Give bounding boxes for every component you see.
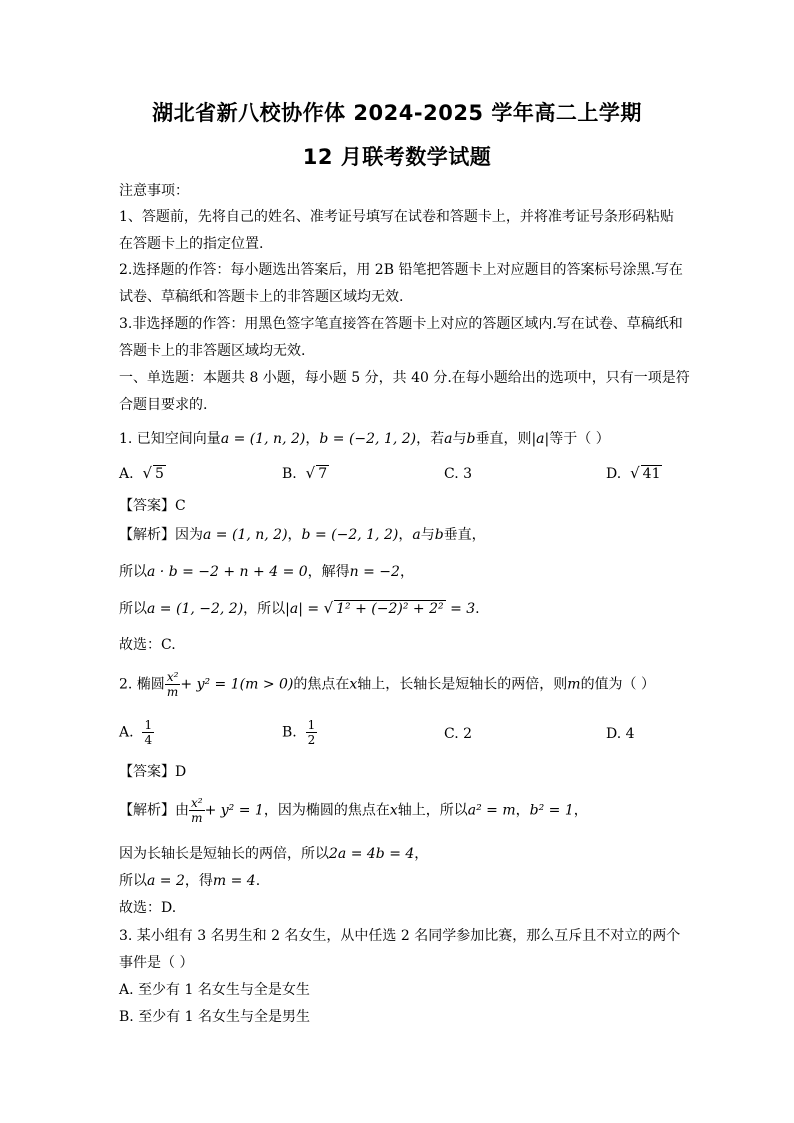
q1-option-a (119, 464, 166, 482)
q1-sol1-with: 与 (420, 527, 435, 543)
q2-sol3-mid: ，得 (184, 873, 213, 889)
q2-sol2-prefix: 因为长轴长是短轴长的两倍，所以 (119, 846, 329, 862)
q1-stem-post: 垂直，则 (475, 431, 532, 447)
q1-sol3-result: = 3 (445, 601, 476, 617)
question-3-stem-b: 事件是（ ） (119, 955, 194, 971)
question-2-stem (119, 670, 655, 699)
q2-answer: 【答案】D (119, 764, 187, 780)
q1-abs-a: |a| (531, 431, 550, 447)
q1-vector-a: a = (1, n, 2) (220, 431, 306, 447)
sqrt-symbol: √ (630, 464, 640, 482)
q2-solution-label: 【解析】 (119, 802, 175, 819)
q1-solution-line-1 (119, 524, 486, 544)
q1-sol1-symbol-a: a (412, 527, 421, 543)
q2-equation: + y² = 1(m > 0) (180, 676, 294, 693)
q2-option-b-fraction (306, 718, 318, 747)
q2-option-b-denominator: 2 (307, 733, 316, 747)
q2-sol1-numerator: x² (191, 796, 203, 810)
q2-solution-line-1 (119, 796, 588, 825)
q2-symbol-m: m (567, 676, 581, 693)
section-heading-line-b: 合题目要求的. (119, 397, 208, 413)
q1-vector-b: b = (−2, 1, 2) (319, 431, 417, 447)
q1-sol3-vector-a: a = (1, −2, 2) (147, 601, 244, 617)
sqrt-symbol: √ (323, 599, 334, 617)
q1-sol3-radicand: 1² + (−2)² + 2² (336, 601, 444, 617)
q2-sol1-denominator: m (191, 811, 203, 825)
q2-sol1-x: x (389, 802, 398, 819)
note-1-line-a: 1、答题前，先将自己的姓名、准考证号填写在试卷和答题卡上，并将准考证号条形码粘贴 (119, 209, 674, 225)
q1-option-a-value: 5 (155, 466, 164, 482)
q1-sol1-post: 垂直， (443, 527, 486, 543)
q1-symbol-a: a (444, 431, 453, 447)
q2-stem-post: 轴上，长轴长是短轴长的两倍，则 (357, 676, 568, 693)
q2-sol1-prefix: 由 (175, 802, 189, 819)
q1-option-d-label: D. (606, 466, 622, 482)
q2-stem-prefix: 2. 椭圆 (119, 676, 165, 693)
q1-choose: 故选：C. (119, 637, 176, 653)
q1-sol2-n: n = −2 (349, 564, 400, 580)
q2-option-a-fraction (142, 718, 154, 747)
q1-option-b (282, 464, 329, 482)
q1-stem-mid: ，若 (416, 431, 445, 447)
q1-option-b-value: 7 (318, 466, 328, 482)
q1-option-d (606, 464, 662, 482)
q2-sol3-end: . (255, 873, 261, 889)
q1-sol2-prefix: 所以 (119, 564, 147, 580)
q1-sol2-end: ， (399, 564, 414, 580)
q1-sol1-prefix: 因为 (175, 527, 203, 543)
q2-sol3-a: a = 2 (147, 873, 185, 889)
q2-solution-line-3 (119, 870, 260, 890)
q2-sol2-end: ， (414, 846, 429, 862)
q3-option-b: B. 至少有 1 名女生与全是男生 (119, 1009, 310, 1025)
note-2-line-a: 2.选择题的作答：每小题选出答案后，用 2B 铅笔把答题卡上对应题目的答案标号涂黑.写在 (119, 262, 683, 278)
question-3-stem-a: 3. 某小组有 3 名男生和 2 名女生，从中任选 2 名同学参加比赛，那么互斥且不对立的两个 (119, 928, 681, 944)
q1-sol1-symbol-b: b (434, 527, 444, 543)
q2-symbol-x: x (349, 676, 358, 693)
q2-stem-end: 的值为（ ） (580, 676, 656, 693)
q1-sol3-mid: ，所以 (243, 601, 286, 617)
q2-option-c: C. 2 (444, 726, 473, 742)
q1-sol1-sep2: ， (398, 527, 413, 543)
q1-option-b-label: B. (282, 466, 297, 482)
q2-sol1-comma: ， (515, 802, 530, 819)
q1-sol1-vector-b: b = (−2, 1, 2) (301, 527, 399, 543)
q2-sol1-a-squared: a² = m (467, 802, 516, 819)
q2-sol1-equation: + y² = 1 (204, 802, 264, 819)
q1-sol2-post: ，解得 (307, 564, 350, 580)
q2-fraction-denominator: m (166, 685, 179, 699)
q1-sol3-end: . (475, 601, 480, 617)
sqrt-symbol: √ (305, 464, 316, 482)
q1-sol3-abs: |a| = (285, 601, 324, 617)
q2-sol1-b-squared: b² = 1 (529, 802, 574, 819)
q2-fraction (165, 670, 181, 699)
note-3-line-b: 答题卡上的非答题区域均无效. (119, 343, 306, 359)
q2-sol3-m: m = 4 (212, 873, 256, 889)
q2-option-b-numerator: 1 (307, 718, 316, 732)
q2-solution-line-2 (119, 843, 428, 863)
q2-option-a (119, 718, 154, 747)
q1-sol1-vector-a: a = (1, n, 2) (203, 527, 288, 543)
q2-sol1-post: 轴上，所以 (397, 802, 468, 819)
sqrt-symbol: √ (142, 464, 153, 482)
section-heading-line-a: 一、单选题：本题共 8 小题，每小题 5 分，共 40 分.在每小题给出的选项中，只有一项是符 (119, 370, 690, 386)
q1-solution-label: 【解析】 (119, 527, 175, 543)
q2-option-b-label: B. (282, 724, 297, 741)
q2-choose: 故选：D. (119, 900, 177, 916)
q2-option-a-numerator: 1 (144, 718, 153, 732)
q2-option-a-label: A. (119, 724, 134, 741)
note-1-line-b: 在答题卡上的指定位置. (119, 236, 264, 252)
q1-separator: ， (305, 431, 320, 447)
q2-sol2-equation: 2a = 4b = 4 (329, 846, 415, 862)
q2-sol3-prefix: 所以 (119, 873, 147, 889)
q1-answer: 【答案】C (119, 498, 186, 514)
q2-fraction-numerator: x² (166, 670, 179, 684)
q2-option-d: D. 4 (606, 726, 635, 742)
q2-sol1-mid: ，因为椭圆的焦点在 (263, 802, 390, 819)
document-title-line1: 湖北省新八校协作体 2024-2025 学年高二上学期 (152, 101, 642, 125)
note-2-line-b: 试卷、草稿纸和答题卡上的非答题区域均无效. (119, 289, 404, 305)
q1-sol2-equation: a · b = −2 + n + 4 = 0 (147, 564, 308, 580)
notes-heading: 注意事项： (119, 183, 189, 199)
document-title-line2: 12 月联考数学试题 (302, 145, 492, 169)
q1-stem-end: 等于（ ） (549, 431, 610, 447)
q1-option-a-label: A. (119, 466, 134, 482)
q2-option-b (282, 718, 317, 747)
q1-symbol-b: b (466, 431, 476, 447)
note-3-line-a: 3.非选择题的作答：用黑色签字笔直接答在答题卡上对应的答题区域内.写在试卷、草稿纸和 (119, 316, 683, 332)
q1-sol1-sep: ， (287, 527, 302, 543)
q1-solution-line-2 (119, 561, 414, 581)
q1-option-d-value: 41 (642, 466, 661, 482)
q2-sol1-fraction (189, 796, 205, 825)
q2-stem-mid: 的焦点在 (293, 676, 350, 693)
question-1-stem (119, 428, 610, 448)
q3-option-a: A. 至少有 1 名女生与全是女生 (119, 982, 310, 998)
q1-sol3-prefix: 所以 (119, 601, 147, 617)
q2-option-a-denominator: 4 (144, 733, 153, 747)
q1-stem-prefix: 1. 已知空间向量 (119, 431, 221, 447)
q2-sol1-end: ， (573, 802, 588, 819)
q1-option-c: C. 3 (444, 466, 473, 482)
q1-solution-line-3 (119, 598, 480, 618)
q1-with: 与 (452, 431, 467, 447)
